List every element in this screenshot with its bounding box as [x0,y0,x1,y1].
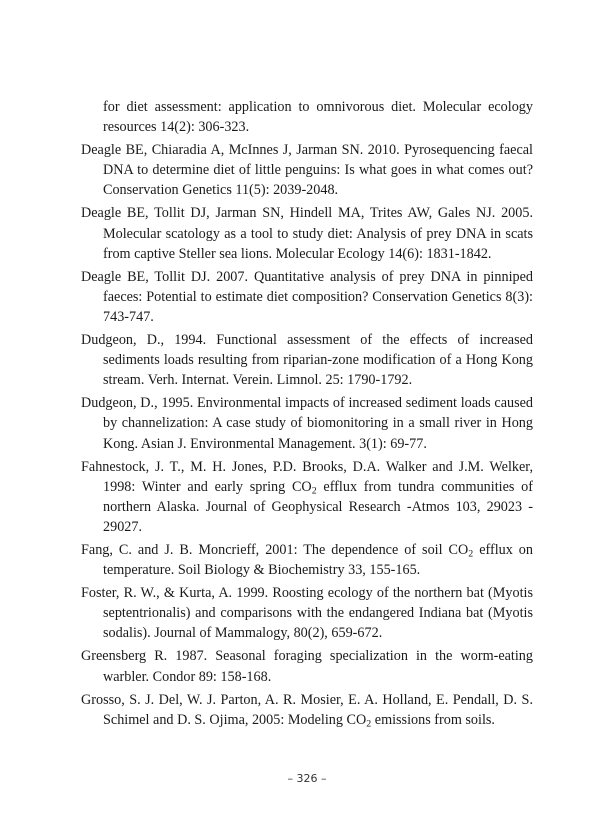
ref-text: Fang, C. and J. B. Moncrieff, 2001: The dependence of soil CO [81,541,469,558]
reference-entry-deagle-2005: Deagle BE, Tollit DJ, Jarman SN, Hindell MA, Trites AW, Gales NJ. 2005. Molecular scatology as a tool to study diet: Analysis of prey DNA in scats from captive Steller sea lions. Molecular Ecology 14(6): 1831-1842. [81,205,533,262]
reference-entry-deagle-2007: Deagle BE, Tollit DJ. 2007. Quantitative analysis of prey DNA in pinniped faeces: Potential to estimate diet composition? Conservation Genetics 8(3): 743-747. [81,268,533,325]
reference-entry-deagle-2010: Deagle BE, Chiaradia A, McInnes J, Jarman SN. 2010. Pyrosequencing faecal DNA to determine diet of little penguins: Is what goes in what comes out? Conservation Genetics 11(5): 2039-2048. [81,142,533,199]
ref-text: Fahnestock, J. T., M. H. Jones, P.D. Brooks, D.A. Walker and J.M. Welker, 1998: Winter and early spring CO [81,458,533,495]
reference-entry-continued: for diet assessment: application to omnivorous diet. Molecular ecology resources 14(2): 306-323. [103,99,533,136]
ref-text: efflux from tundra communities of northern Alaska. Journal of Geophysical Research -Atmos 103, 29023 - 29027. [103,478,533,535]
reference-entry-fang-2001 [81,540,533,580]
reference-entry-dudgeon-1994: Dudgeon, D., 1994. Functional assessment of the effects of increased sediments loads resulting from riparian-zone modification of a Hong Kong stream. Verh. Internat. Verein. Limnol. 25: 1790-1792. [81,332,533,389]
ref-text: emissions from soils. [371,711,495,728]
reference-entry-greensberg-1987: Greensberg R. 1987. Seasonal foraging specialization in the worm-eating warbler. Condor 89: 158-168. [81,648,533,685]
reference-list [81,97,533,733]
page-number: – 326 – [287,772,327,785]
ref-text: efflux on temperature. Soil Biology & Biochemistry 33, 155-165. [103,541,533,579]
reference-entry-grosso-2005 [81,690,533,730]
reference-entry-dudgeon-1995: Dudgeon, D., 1995. Environmental impacts of increased sediment loads caused by channelization: A case study of biomonitoring in a small river in Hong Kong. Asian J. Environmental Management. 3(1): 69-77. [81,395,533,452]
reference-entry-foster-1999: Foster, R. W., & Kurta, A. 1999. Roosting ecology of the northern bat (Myotis septentrionalis) and comparisons with the endangered Indiana bat (Myotis sodalis). Journal of Mammalogy, 80(2), 659-672. [81,585,533,642]
ref-text: Grosso, S. J. Del, W. J. Parton, A. R. Mosier, E. A. Holland, E. Pendall, D. S. Schimel and D. S. Ojima, 2005: Modeling CO [81,691,533,728]
reference-entry-fahnestock-1998 [81,457,533,537]
subscript: 2 [468,548,474,560]
subscript: 2 [311,485,317,497]
subscript: 2 [366,718,372,730]
